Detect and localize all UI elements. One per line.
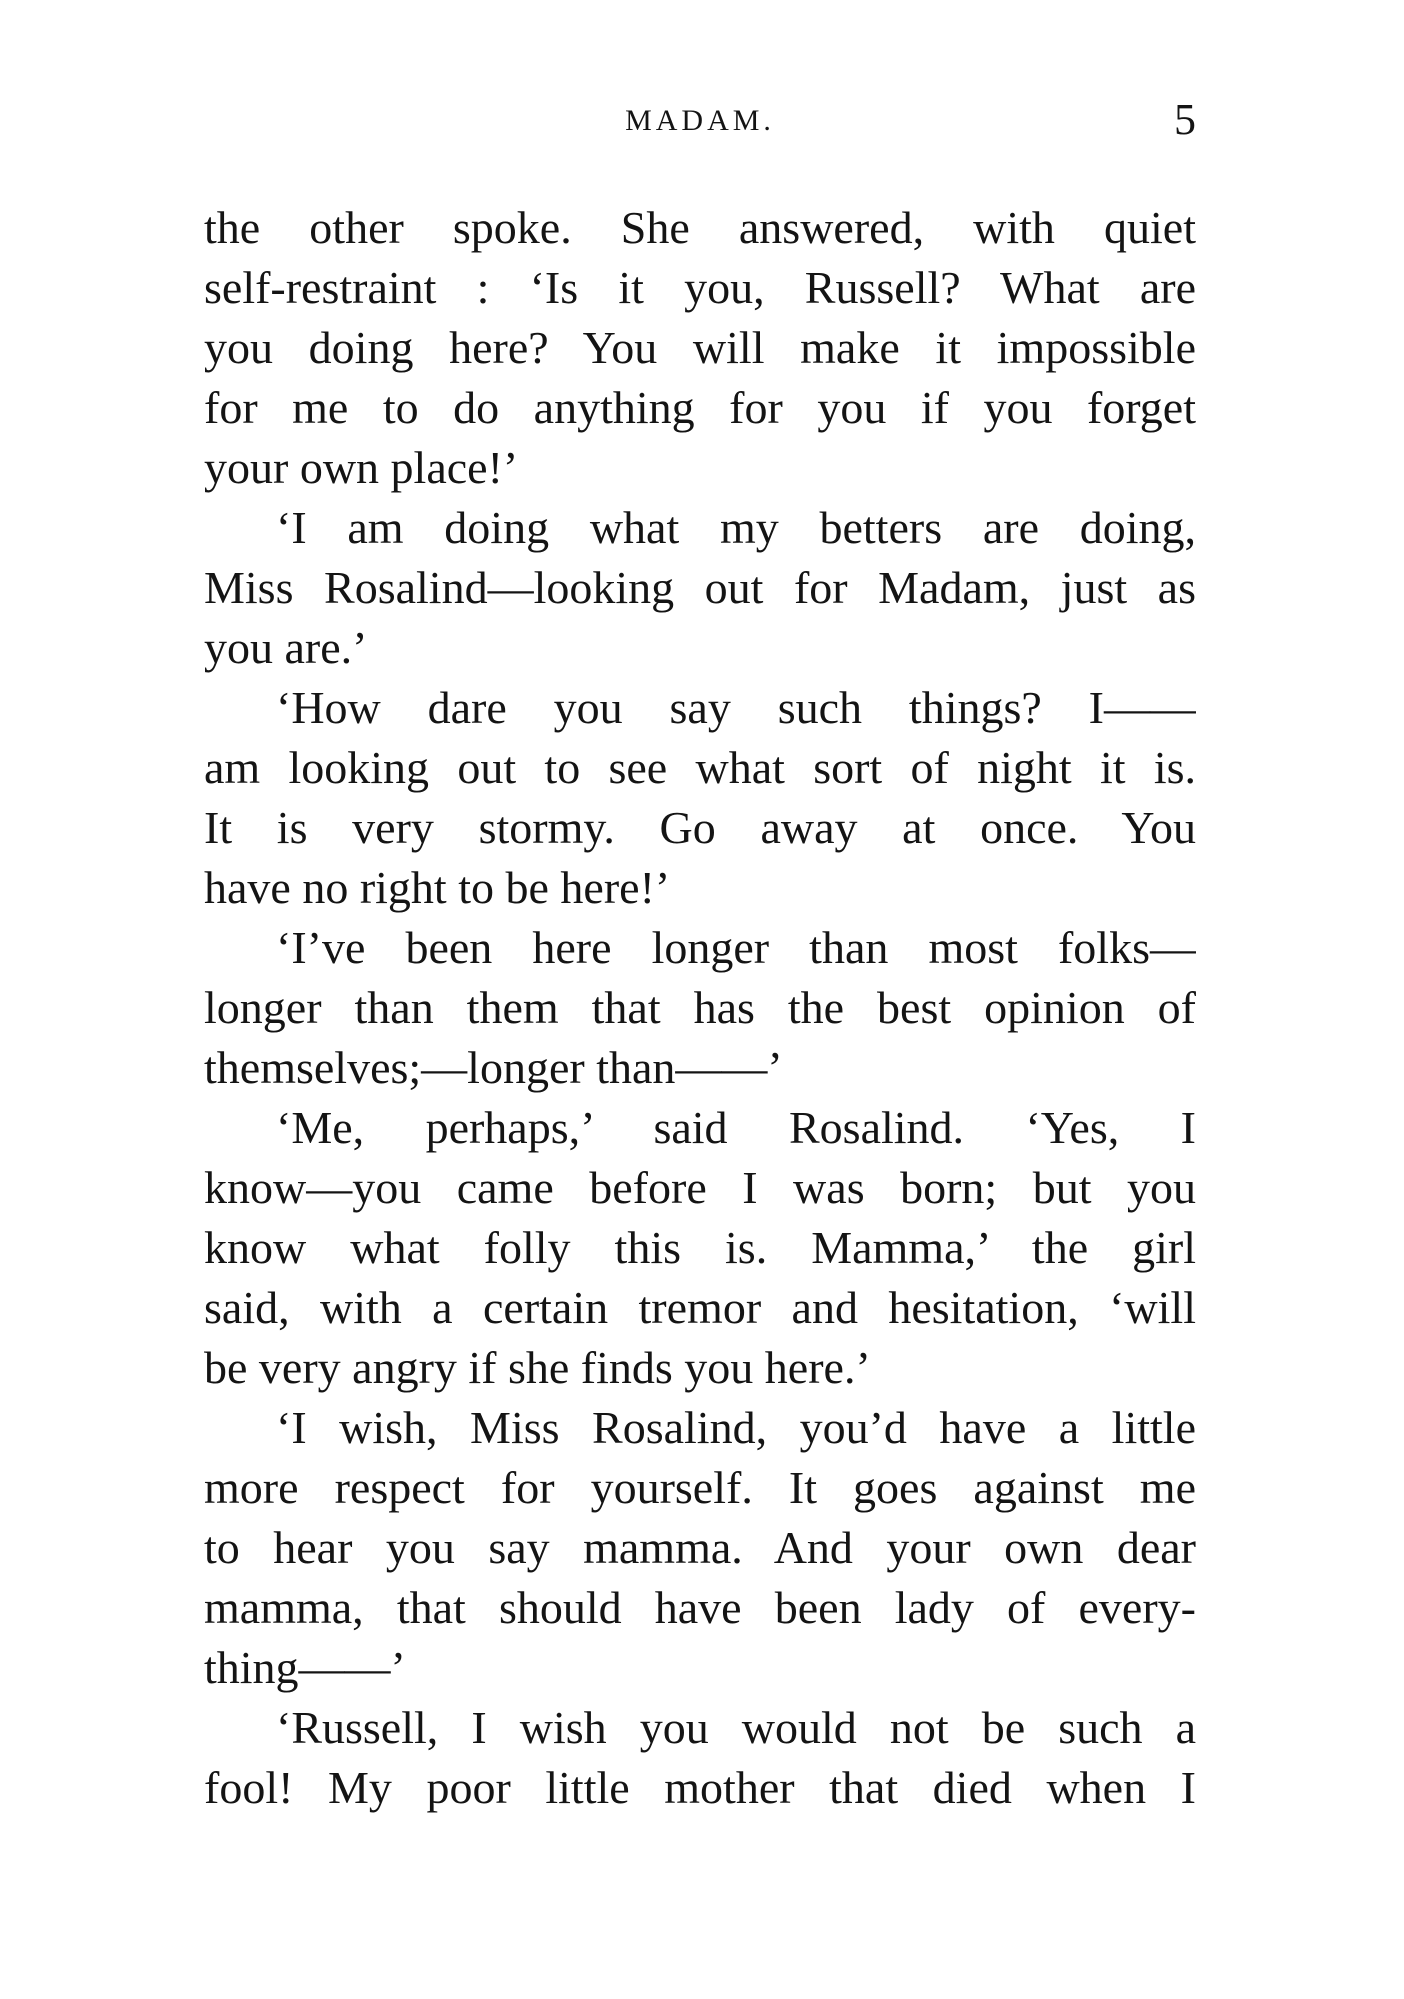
text-line: themselves;—longer than——’ [204,1042,783,1093]
text-line: you doing here? You will make it impossible [204,322,1196,373]
text-line: know what folly this is. Mamma,’ the girl [204,1222,1196,1273]
text-line: your own place!’ [204,442,519,493]
text-line: self-restraint : ‘Is it you, Russell? What are [204,262,1196,313]
text-line: you are.’ [204,622,368,673]
text-line: ‘I wish, Miss Rosalind, you’d have a little [276,1402,1196,1453]
text-line: for me to do anything for you if you forget [204,382,1196,433]
text-line: longer than them that has the best opinion of [204,982,1196,1033]
text-line: Miss Rosalind—looking out for Madam, just as [204,562,1196,613]
text-line: more respect for yourself. It goes against me [204,1462,1196,1513]
text-line: have no right to be here!’ [204,862,671,913]
text-line: ‘I am doing what my betters are doing, [276,502,1196,553]
text-line: fool! My poor little mother that died when I [204,1762,1196,1813]
text-line: ‘Russell, I wish you would not be such a [276,1702,1196,1753]
text-line: thing——’ [204,1642,406,1693]
body-text [204,198,1196,1818]
text-line: ‘I’ve been here longer than most folks— [276,922,1196,973]
page-number: 5 [1174,95,1196,144]
running-head [204,95,1196,150]
text-line: be very angry if she finds you here.’ [204,1342,871,1393]
text-line: ‘Me, perhaps,’ said Rosalind. ‘Yes, I [276,1102,1196,1153]
text-line: mamma, that should have been lady of every- [204,1582,1196,1633]
text-line: am looking out to see what sort of night it is. [204,742,1196,793]
text-line: the other spoke. She answered, with quiet [204,202,1196,253]
text-line: to hear you say mamma. And your own dear [204,1522,1196,1573]
text-line: ‘How dare you say such things? I—— [276,682,1196,733]
text-line: It is very stormy. Go away at once. You [204,802,1196,853]
text-line: said, with a certain tremor and hesitation, ‘will [204,1282,1196,1333]
text-line: know—you came before I was born; but you [204,1162,1196,1213]
running-head-title: MADAM. [625,104,775,137]
